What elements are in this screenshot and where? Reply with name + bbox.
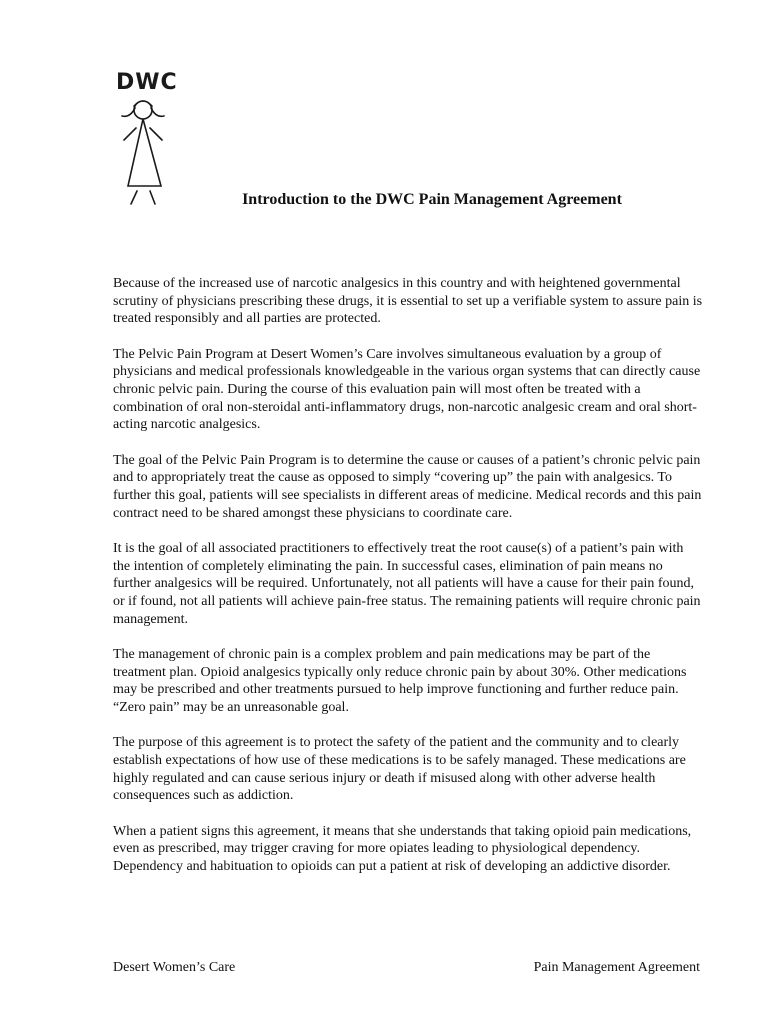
footer-organization: Desert Women’s Care (113, 960, 236, 975)
footer-document-name: Pain Management Agreement (533, 960, 700, 975)
page-title: Introduction to the DWC Pain Management Agreement (242, 191, 622, 208)
paragraph-5: The management of chronic pain is a complex problem and pain medications may be part of the treatment plan. Opioid analgesics typically only reduce chronic pain by about 30%. Other medications may be prescribed and other treatments pursued to help improve functioning and further reduce pain. “Zero pain” may be an unreasonable goal. (113, 646, 687, 716)
paragraph-4: It is the goal of all associated practitioners to effectively treat the root cause(s) of a patient’s pain with the intention of completely eliminating the pain. In successful cases, elimination of pain means no further analgesics will be required. Unfortunately, not all patients will have a cause for their pain found, or if found, not all patients will achieve pain-free status. The remaining patients will require chronic pain management. (113, 540, 701, 627)
paragraph-2: The Pelvic Pain Program at Desert Women’s Care involves simultaneous evaluation by a group of physicians and medical professionals knowledgeable in the various organ systems that can directly cause chronic pelvic pain. During the course of this evaluation pain will most often be treated with a combination of oral non-steroidal anti-inflammatory drugs, non-narcotic analgesic cream and oral short-acting narcotic analgesics. (113, 346, 701, 433)
document-body (113, 275, 703, 893)
dwc-logo (110, 70, 190, 210)
paragraph-1: Because of the increased use of narcotic analgesics in this country and with heightened governmental scrutiny of physicians prescribing these drugs, it is essential to set up a verifiable system to assure pain is treated responsibly and all parties are protected. (113, 276, 703, 327)
paragraph-3: The goal of the Pelvic Pain Program is to determine the cause or causes of a patient’s chronic pelvic pain and to appropriately treat the cause as opposed to simply “covering up” the pain with analgesics. To further this goal, patients will see specialists in different areas of medicine. Medical records and this pain contract need to be shared amongst these physicians to coordinate care. (113, 452, 702, 521)
paragraph-7: When a patient signs this agreement, it means that she understands that taking opioid pain medications, even as prescribed, may trigger craving for more opiates leading to physiological dependency. Dependency and habituation to opioids can put a patient at risk of developing an addictive disorder. (113, 823, 692, 874)
logo-text: DWC (116, 70, 178, 95)
paragraph-6: The purpose of this agreement is to protect the safety of the patient and the community and to clearly establish expectations of how use of these medications is to be safely managed. These medications are highly regulated and can cause serious injury or death if misused along with other adverse health consequences such as addiction. (113, 735, 686, 804)
